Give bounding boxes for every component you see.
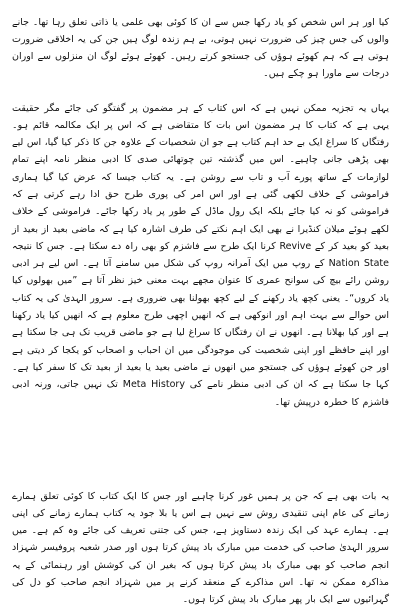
paragraph-2: یہاں یہ تجزیہ ممکن نہیں ہے کہ اس کتاب کے ہر مضمون پر گفتگو کی جائے مگر حقیقت یہی ہے کہ کتاب کا ہر مضمون اس بات کا متقاضی ہے کہ اس پر ایک مکالمہ قائم ہو۔ رفتگاں کا سراغ ایک بے حد اہم کتاب ہے جو ان شخصیات کے علاوہ جن کا ذکر کیا گیا، اس لیے بھی پڑھی جانی چاہیے۔ اس میں گذشتہ تین چوتھائی صدی کا ادبی منظر نامہ اپنے تمام لوازمات کے ساتھ پورے آب و تاب سے روشن ہے۔ یہ کتاب جیسا کہ عرض کیا گیا ہماری فراموشی کے خلاف لکھی گئی ہے اور اس امر کی پوری طرح حق ادا رہے کرتی ہے کہ فراموشی کو نہ کیا جائے بلکہ ایک رول ماڈل کے طور پر یاد رکھا جائے۔ فراموشی کے خلاف لکھے ہوئے میلان کنڈیرا نے بھی ایک اہم نکتے کی طرف اشارہ کیا ہے کہ ماضی بعید از بعید از بعید کو بعید کر کے Revive کرنا ایک طرح سے فاشزم کو بھی راہ دے سکتا ہے۔ جس کا نتیجہ Nation State کے روپ میں ایک آمرانہ روپ کی شکل میں سامنے آتا ہے۔ اس لیے ہر ادبی روشن رائے بیچ کی سوانح عمری کا عنوان مجھے بہت معنی خیز نظر آتا ہے ”میں بھولوں کیا یاد کروں“۔ یعنی کچھ یاد رکھنے کے لیے کچھ بھولنا بھی ضروری ہے۔ سرور الہدیٰ کی یہ کتاب اس حوالے سے بہت اہم اور انوکھی ہے کہ انھیں اچھی طرح معلوم ہے کہ انھیں کیا یاد رکھنا ہے اور کیا بھلانا ہے۔ انھوں نے ان رفتگاں کا سراغ لیا ہے جو ماضی قریب تک ہی جا سکتا ہے اور اپنے حافظے اور اپنی شخصیت کی موجودگی میں ان احباب و اصحاب کو یکجا کر دیتی ہے اور جن کھوئے ہوؤں کی جستجو میں انھوں نے ماضی بعید یا بعید از بعید تک کا سفر کیا ہے۔ کہا جا سکتا ہے کہ ان کی ادبی منظر نامے کی Meta History تک نہیں جاتی، ورنہ ادبی فاشزم کا خطرہ درپیش تھا۔ <box>12 102 390 408</box>
paragraph-3: یہ بات بھی ہے کہ جن پر ہمیں غور کرنا چاہیے اور جس کا ایک کتاب کا کوئی تعلق ہمارے زمانے کی عام اپنی تنقیدی روش سے نہیں ہے اس یا بلا جود یہ کتاب ہمارے زمانے کی اپنی ہے۔ ہمارے عہد کی ایک زندہ دستاویز ہے، جس کی جتنی تعریف کی جائے وہ کم ہے۔ میں سرور الہدیٰ صاحب کی خدمت میں مبارک باد پیش کرتا ہوں اور صدر شعبہ پروفیسر شہزاد انجم صاحب کو بھی مبارک باد پیش کرتا ہوں کہ بغیر ان کی کوشش اور رہنمائی کے یہ مذاکرہ ممکن نہ تھا۔ اس مذاکرے کے منعقد کرنے پر میں شہزاد انجم صاحب کو دل کی گہرائیوں سے ایک بار پھر مبارک باد پیش کرتا ہوں۔ <box>12 490 389 606</box>
paragraph-1: کیا اور ہر اس شخص کو یاد رکھا جس سے ان کا کوئی بھی علمی یا ذاتی تعلق رہا تھا۔ جانے والوں کی جس چیز کی ضرورت نہیں ہوتی، بے ہم زندہ لوگ ہیں جن کی یہ اخلاقی ضرورت ہوتی ہے کہ ہم کھوئے ہوؤں کی جستجو کرتے رہیں۔ کھوئے ہوئے لوگ ان منزلوں سے اوران درجات سے ماورا ہو چکے ہیں۔ <box>12 16 389 80</box>
